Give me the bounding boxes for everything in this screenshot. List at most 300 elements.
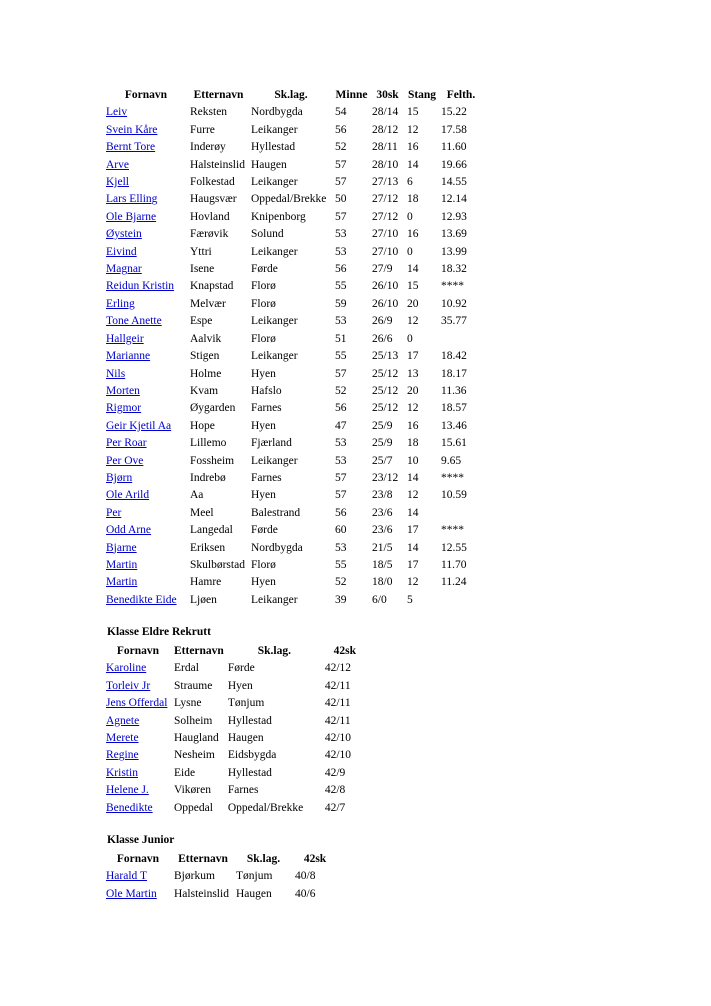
- table-cell: 51: [335, 332, 347, 345]
- table-row: [104, 522, 483, 539]
- table-cell: 56: [335, 263, 347, 276]
- first-name-cell: [104, 540, 188, 557]
- table-cell: Oppedal/Brekke: [227, 801, 304, 814]
- table-cell: 56: [335, 123, 347, 136]
- table-row: [104, 453, 483, 470]
- table-cell: Isene: [190, 263, 215, 276]
- table-cell: 42/12: [324, 662, 352, 675]
- table-cell: 23/8: [372, 489, 393, 502]
- table-cell: Førde: [251, 263, 278, 276]
- first-name-cell: [104, 400, 188, 417]
- table-cell: 25/7: [372, 454, 393, 467]
- name-link[interactable]: Kjell: [106, 176, 129, 189]
- first-name-cell: [104, 470, 188, 487]
- table-cell: Farnes: [227, 784, 259, 797]
- name-link[interactable]: Reidun Kristin: [106, 280, 175, 293]
- table-cell: 16: [407, 419, 419, 432]
- table-cell: 14: [407, 541, 419, 554]
- column-header: Fornavn: [116, 853, 160, 865]
- table-cell: 18: [407, 437, 419, 450]
- table-cell: 53: [335, 228, 347, 241]
- table-cell: Espe: [190, 315, 213, 328]
- column-header: Minne: [335, 89, 368, 101]
- name-link[interactable]: Merete: [106, 732, 139, 745]
- table-cell: Solund: [251, 228, 284, 241]
- table-cell: 18.57: [441, 402, 467, 415]
- table-cell: 57: [335, 489, 347, 502]
- table-cell: Holme: [190, 367, 222, 380]
- table-cell: 56: [335, 402, 347, 415]
- name-link[interactable]: Per Roar: [106, 437, 147, 450]
- table-cell: 12.14: [441, 193, 467, 206]
- table-cell: Fossheim: [190, 454, 235, 467]
- table-cell: 18/0: [372, 576, 393, 589]
- table-cell: 13.46: [441, 419, 467, 432]
- table-cell: 53: [335, 541, 347, 554]
- first-name-cell: [104, 296, 188, 313]
- first-name-cell: [104, 435, 188, 452]
- table-cell: Hope: [190, 419, 215, 432]
- table-cell: 23/6: [372, 506, 393, 519]
- table-cell: Stigen: [190, 350, 220, 363]
- table-cell: 17: [407, 350, 419, 363]
- column-header: Etternavn: [193, 89, 244, 101]
- name-link[interactable]: Benedikte Eide: [106, 593, 177, 606]
- first-name-cell: [104, 191, 188, 208]
- column-header: Stang: [407, 89, 437, 101]
- table-cell: Halsteinslid: [174, 887, 229, 900]
- table-cell: Haugen: [236, 887, 272, 900]
- column-header: Fornavn: [124, 89, 168, 101]
- name-link[interactable]: Harald T: [106, 870, 147, 883]
- table-cell: 16: [407, 141, 419, 154]
- table-row: [104, 278, 483, 295]
- table-cell: Reksten: [190, 106, 228, 119]
- results-table-main: [104, 87, 483, 609]
- table-row: [104, 747, 367, 764]
- name-link[interactable]: Ole Bjarne: [106, 210, 157, 223]
- table-cell: 27/10: [372, 228, 399, 241]
- name-link[interactable]: Ole Martin: [106, 887, 157, 900]
- column-header: Etternavn: [174, 645, 224, 657]
- table-cell: ****: [441, 471, 464, 484]
- table-cell: 25/9: [372, 437, 393, 450]
- table-cell: 40/6: [295, 887, 316, 900]
- table-cell: Fjærland: [251, 437, 292, 450]
- first-name-cell: [104, 886, 172, 903]
- first-name-cell: [104, 244, 188, 261]
- name-link[interactable]: Morten: [106, 384, 140, 397]
- table-cell: 60: [335, 524, 347, 537]
- name-link[interactable]: Odd Arne: [106, 524, 152, 537]
- table-cell: Erdal: [174, 662, 199, 675]
- table-row: [104, 226, 483, 243]
- table-cell: 20: [407, 384, 419, 397]
- table-cell: Skulbørstad: [190, 558, 245, 571]
- name-link[interactable]: Rigmor: [106, 402, 142, 415]
- column-header: 42sk: [303, 853, 327, 865]
- table-cell: Florø: [251, 332, 276, 345]
- first-name-cell: [104, 139, 188, 156]
- table-cell: 14: [407, 158, 419, 171]
- table-row: [104, 418, 483, 435]
- table-cell: [439, 592, 483, 609]
- table-cell: 53: [335, 315, 347, 328]
- table-cell: 53: [335, 437, 347, 450]
- table-cell: Leikanger: [251, 350, 298, 363]
- first-name-cell: [104, 331, 188, 348]
- table-cell: ****: [441, 524, 464, 537]
- table-row: [104, 782, 367, 799]
- table-cell: 21/5: [372, 541, 393, 554]
- first-name-cell: [104, 104, 188, 121]
- name-link[interactable]: Lars Elling: [106, 193, 158, 206]
- table-row: [104, 713, 367, 730]
- table-cell: 57: [335, 210, 347, 223]
- table-cell: Aa: [190, 489, 204, 502]
- table-row: [104, 122, 483, 139]
- table-cell: Lysne: [174, 697, 202, 710]
- table-cell: 53: [335, 245, 347, 258]
- table-cell: 16: [407, 228, 419, 241]
- table-cell: Ljøen: [190, 593, 217, 606]
- name-link[interactable]: Marianne: [106, 350, 151, 363]
- name-link[interactable]: Martin: [106, 576, 138, 589]
- first-name-cell: [104, 383, 188, 400]
- table-cell: Knipenborg: [251, 210, 306, 223]
- table-cell: Nordbygda: [251, 541, 303, 554]
- column-header: Sk.lag.: [274, 89, 308, 101]
- table-cell: 11.36: [441, 384, 467, 397]
- table-cell: 25/12: [372, 367, 399, 380]
- first-name-cell: [104, 800, 172, 817]
- name-link[interactable]: Geir Kjetil Aa: [106, 419, 172, 432]
- table-cell: 57: [335, 176, 347, 189]
- table-cell: Langedal: [190, 524, 233, 537]
- name-link[interactable]: Martin: [106, 558, 138, 571]
- table-cell: Leikanger: [251, 123, 298, 136]
- table-cell: 12: [407, 402, 419, 415]
- table-cell: Vikøren: [174, 784, 211, 797]
- table-cell: 17: [407, 558, 419, 571]
- name-link[interactable]: Torleiv Jr: [106, 679, 151, 692]
- name-link[interactable]: Svein Kåre: [106, 123, 158, 136]
- table-cell: 18: [407, 193, 419, 206]
- table-cell: 18.17: [441, 367, 467, 380]
- table-row: [104, 366, 483, 383]
- first-name-cell: [104, 313, 188, 330]
- table-cell: 42/7: [324, 801, 346, 814]
- table-cell: 28/11: [372, 141, 398, 154]
- column-header: Felth.: [446, 89, 476, 101]
- table-cell: 12: [407, 315, 419, 328]
- table-cell: Farnes: [251, 471, 282, 484]
- table-cell: 59: [335, 297, 347, 310]
- name-link[interactable]: Karoline: [106, 662, 147, 675]
- table-row: [104, 574, 483, 591]
- table-cell: 5: [407, 593, 413, 606]
- first-name-cell: [104, 261, 188, 278]
- table-row: [104, 313, 483, 330]
- table-cell: Leikanger: [251, 315, 298, 328]
- table-cell: 56: [335, 506, 347, 519]
- table-cell: Oppedal/Brekke: [251, 193, 327, 206]
- name-link[interactable]: Ole Arild: [106, 489, 150, 502]
- first-name-cell: [104, 366, 188, 383]
- table-cell: Hyllestad: [227, 766, 272, 779]
- table-row: [104, 765, 367, 782]
- table-cell: Haugen: [251, 158, 287, 171]
- table-cell: 14: [407, 263, 419, 276]
- table-cell: 26/6: [372, 332, 393, 345]
- table-cell: Leikanger: [251, 454, 298, 467]
- table-cell: Førde: [251, 524, 278, 537]
- table-cell: 52: [335, 141, 347, 154]
- table-row: [104, 505, 483, 522]
- table-cell: Nesheim: [174, 749, 215, 762]
- table-cell: Færøvik: [190, 228, 229, 241]
- first-name-cell: [104, 505, 188, 522]
- table-cell: Hyen: [251, 367, 276, 380]
- table-cell: 39: [335, 593, 347, 606]
- table-cell: Florø: [251, 558, 276, 571]
- table-row: [104, 348, 483, 365]
- name-link[interactable]: Helene J.: [106, 784, 149, 797]
- table-row: [104, 209, 483, 226]
- table-cell: Eriksen: [190, 541, 226, 554]
- table-cell: 27/12: [372, 210, 399, 223]
- first-name-cell: [104, 747, 172, 764]
- table-cell: 55: [335, 350, 347, 363]
- table-cell: 28/10: [372, 158, 399, 171]
- table-cell: Tønjum: [236, 870, 273, 883]
- table-cell: 10.59: [441, 489, 467, 502]
- name-link[interactable]: Erling: [106, 297, 135, 310]
- table-row: [104, 104, 483, 121]
- table-row: [104, 678, 367, 695]
- first-name-cell: [104, 174, 188, 191]
- section-title-junior: Klasse Junior: [107, 834, 175, 846]
- table-cell: Hyllestad: [251, 141, 296, 154]
- table-cell: 18.42: [441, 350, 467, 363]
- table-cell: 57: [335, 367, 347, 380]
- name-link[interactable]: Agnete: [106, 714, 140, 727]
- first-name-cell: [104, 782, 172, 799]
- table-row: [104, 487, 483, 504]
- column-header: Fornavn: [116, 645, 160, 657]
- table-cell: Tønjum: [227, 697, 265, 710]
- name-link[interactable]: Regine: [106, 749, 139, 762]
- table-row: [104, 592, 483, 609]
- table-cell: Leikanger: [251, 245, 298, 258]
- name-link[interactable]: Magnar: [106, 263, 142, 276]
- column-header: 30sk: [376, 89, 399, 101]
- table-cell: 28/14: [372, 106, 399, 119]
- table-header-row: [104, 851, 337, 868]
- name-link[interactable]: Per Ove: [106, 454, 144, 467]
- table-row: [104, 139, 483, 156]
- table-cell: Inderøy: [190, 141, 226, 154]
- table-row: [104, 557, 483, 574]
- first-name-cell: [104, 713, 172, 730]
- table-row: [104, 261, 483, 278]
- table-cell: 12: [407, 123, 419, 136]
- table-cell: Indrebø: [190, 471, 226, 484]
- first-name-cell: [104, 557, 188, 574]
- table-cell: 27/12: [372, 193, 399, 206]
- name-link[interactable]: Per: [106, 506, 122, 519]
- table-cell: Furre: [190, 123, 215, 136]
- table-cell: 42/11: [324, 697, 351, 710]
- table-cell: 13: [407, 367, 419, 380]
- table-cell: 42/10: [324, 732, 352, 745]
- table-cell: 18.32: [441, 263, 467, 276]
- column-header: 42sk: [333, 645, 357, 657]
- name-link[interactable]: Leiv: [106, 106, 128, 119]
- name-link[interactable]: Arve: [106, 158, 129, 171]
- table-row: [104, 660, 367, 677]
- table-cell: 15: [407, 280, 419, 293]
- table-cell: 14: [407, 506, 419, 519]
- table-cell: 12.93: [441, 210, 467, 223]
- table-cell: 40/8: [295, 870, 316, 883]
- table-cell: 19.66: [441, 158, 467, 171]
- table-cell: Aalvik: [190, 332, 222, 345]
- table-cell: Leikanger: [251, 593, 298, 606]
- table-row: [104, 244, 483, 261]
- table-cell: 11.60: [441, 141, 467, 154]
- table-cell: 12: [407, 576, 419, 589]
- table-cell: ****: [441, 280, 464, 293]
- table-cell: 10: [407, 454, 419, 467]
- table-cell: 27/13: [372, 176, 399, 189]
- name-link[interactable]: Hallgeir: [106, 332, 144, 345]
- table-cell: 57: [335, 471, 347, 484]
- table-cell: 14: [407, 471, 419, 484]
- table-cell: 15.61: [441, 437, 467, 450]
- table-cell: 14.55: [441, 176, 467, 189]
- table-cell: 25/12: [372, 402, 399, 415]
- table-row: [104, 383, 483, 400]
- table-cell: Haugen: [227, 732, 264, 745]
- table-cell: Knapstad: [190, 280, 234, 293]
- table-cell: Oppedal: [174, 801, 213, 814]
- table-cell: Haugland: [174, 732, 219, 745]
- table-cell: 11.24: [441, 576, 467, 589]
- name-link[interactable]: Eivind: [106, 245, 137, 258]
- table-cell: Kvam: [190, 384, 219, 397]
- table-cell: Hyen: [251, 576, 276, 589]
- table-cell: 0: [407, 332, 413, 345]
- table-cell: 25/13: [372, 350, 399, 363]
- table-cell: 13.69: [441, 228, 467, 241]
- table-cell: Farnes: [251, 402, 282, 415]
- name-link[interactable]: Bernt Tore: [106, 141, 156, 154]
- table-cell: 42/9: [324, 766, 346, 779]
- name-link[interactable]: Bjarne: [106, 541, 137, 554]
- table-cell: 0: [407, 210, 413, 223]
- table-cell: Straume: [174, 679, 213, 692]
- table-cell: 50: [335, 193, 347, 206]
- table-cell: Eidsbygda: [227, 749, 277, 762]
- table-cell: 10.92: [441, 297, 467, 310]
- table-row: [104, 191, 483, 208]
- table-cell: 23/12: [372, 471, 399, 484]
- table-cell: Nordbygda: [251, 106, 303, 119]
- table-cell: Meel: [190, 506, 214, 519]
- first-name-cell: [104, 678, 172, 695]
- table-cell: Balestrand: [251, 506, 301, 519]
- first-name-cell: [104, 487, 188, 504]
- table-cell: 12.55: [441, 541, 467, 554]
- table-row: [104, 174, 483, 191]
- table-cell: 42/10: [324, 749, 352, 762]
- name-link[interactable]: Benedikte: [106, 801, 153, 814]
- first-name-cell: [104, 522, 188, 539]
- table-cell: 47: [335, 419, 347, 432]
- table-row: [104, 470, 483, 487]
- name-link[interactable]: Tone Anette: [106, 315, 162, 328]
- first-name-cell: [104, 453, 188, 470]
- table-cell: 25/12: [372, 384, 399, 397]
- name-link[interactable]: Bjørn: [106, 471, 133, 484]
- table-cell: 9.65: [441, 454, 462, 467]
- table-row: [104, 540, 483, 557]
- column-header: Sk.lag.: [257, 645, 291, 657]
- table-cell: 42/11: [324, 714, 351, 727]
- table-cell: 55: [335, 558, 347, 571]
- table-cell: Florø: [251, 280, 276, 293]
- name-link[interactable]: Øystein: [106, 228, 142, 241]
- table-cell: 54: [335, 106, 347, 119]
- table-cell: 35.77: [441, 315, 467, 328]
- table-row: [104, 695, 367, 712]
- table-row: [104, 331, 483, 348]
- table-cell: Haugsvær: [190, 193, 237, 206]
- table-row: [104, 435, 483, 452]
- first-name-cell: [104, 157, 188, 174]
- table-cell: Hyen: [227, 679, 253, 692]
- results-table-junior: [104, 851, 337, 903]
- table-cell: 55: [335, 280, 347, 293]
- table-cell: Bjørkum: [174, 870, 215, 883]
- name-link[interactable]: Jens Offerdal: [106, 697, 168, 710]
- first-name-cell: [104, 592, 188, 609]
- first-name-cell: [104, 695, 172, 712]
- first-name-cell: [104, 122, 188, 139]
- results-table-eldre-rekrutt: [104, 643, 367, 817]
- table-cell: 13.99: [441, 245, 467, 258]
- first-name-cell: [104, 278, 188, 295]
- column-header: Etternavn: [178, 853, 228, 865]
- table-cell: 26/10: [372, 297, 399, 310]
- table-cell: Førde: [227, 662, 255, 675]
- table-cell: 28/12: [372, 123, 399, 136]
- first-name-cell: [104, 868, 172, 885]
- table-cell: Halsteinslid: [190, 158, 245, 171]
- table-cell: Hamre: [190, 576, 222, 589]
- table-cell: Hyen: [251, 419, 276, 432]
- table-cell: Yttri: [190, 245, 212, 258]
- table-cell: 17: [407, 524, 419, 537]
- name-link[interactable]: Nils: [106, 367, 126, 380]
- table-cell: 57: [335, 158, 347, 171]
- table-cell: 15.22: [441, 106, 467, 119]
- table-cell: Hyllestad: [227, 714, 272, 727]
- name-link[interactable]: Kristin: [106, 766, 138, 779]
- first-name-cell: [104, 730, 172, 747]
- first-name-cell: [104, 765, 172, 782]
